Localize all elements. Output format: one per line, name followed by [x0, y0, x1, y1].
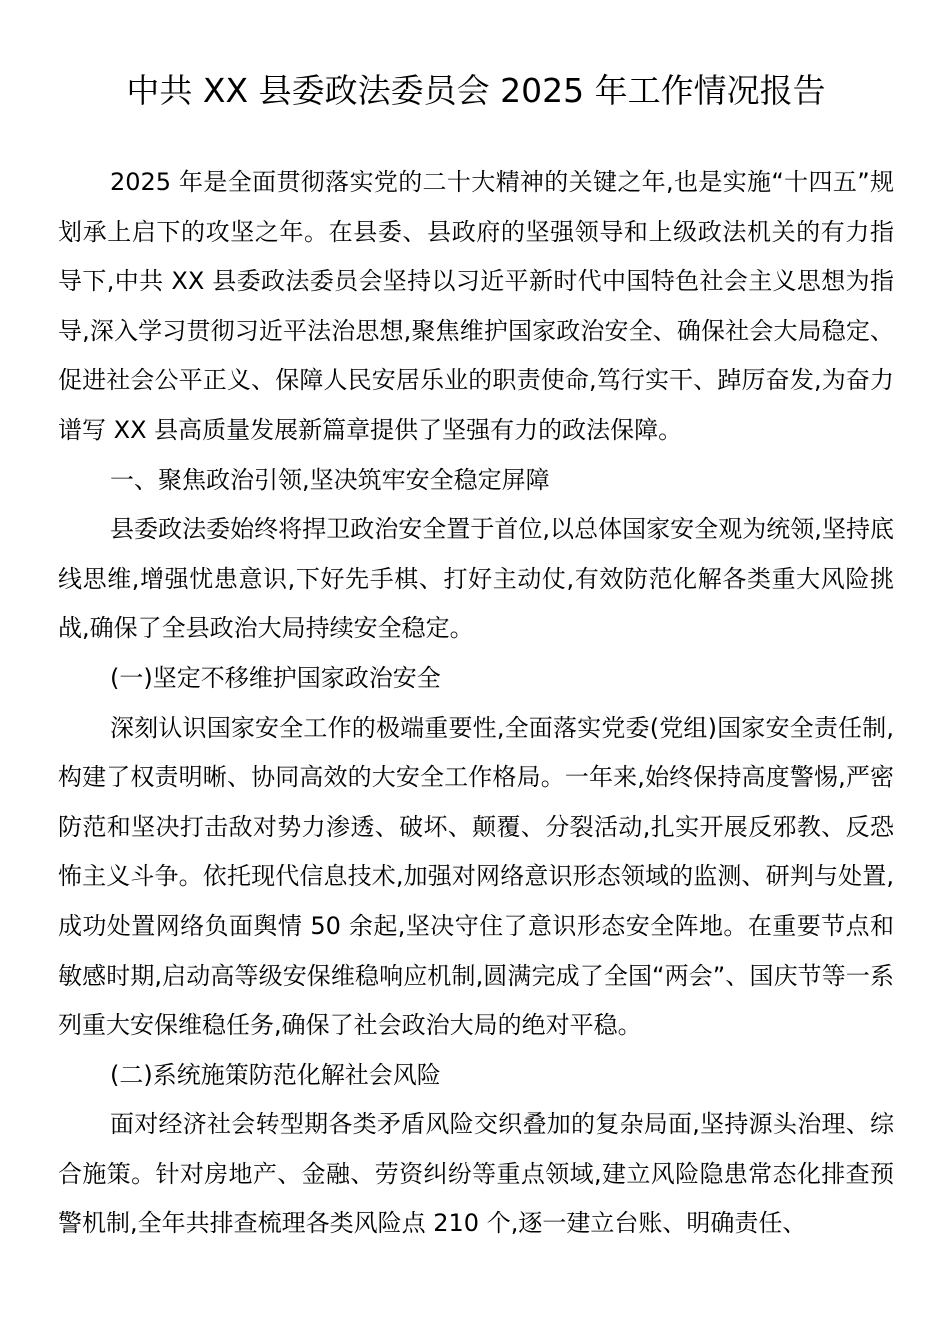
subsection-1-paragraph: 深刻认识国家安全工作的极端重要性,全面落实党委(党组)国家安全责任制,构建了权责明晰、协同高效的大安全工作格局。一年来,始终保持高度警惕,严密防范和坚决打击敌对势力渗透、破坏、颠覆、分裂活动,扎实开展反邪教、反恐怖主义斗争。依托现代信息技术,加强对网络意识形态领域的监测、研判与处置,成功处置网络负面舆情 50 余起,坚决守住了意识形态安全阵地。在重要节点和敏感时期,启动高等级安保维稳响应机制,圆满完成了全国“两会”、国庆节等一系列重大安保维稳任务,确保了社会政治大局的绝对平稳。: [58, 713, 894, 1040]
section-1-paragraph: 县委政法委始终将捍卫政治安全置于首位,以总体国家安全观为统领,坚持底线思维,增强忧患意识,下好先手棋、打好主动仗,有效防范化解各类重大风险挑战,确保了全县政治大局持续安全稳定。: [58, 515, 894, 643]
page-title: 中共 XX 县委政法委员会 2025 年工作情况报告: [126, 71, 826, 110]
subsection-2-paragraph: 面对经济社会转型期各类矛盾风险交织叠加的复杂局面,坚持源头治理、综合施策。针对房地产、金融、劳资纠纷等重点领域,建立风险隐患常态化排查预警机制,全年共排查梳理各类风险点 210 个,逐一建立台账、明确责任、: [58, 1110, 894, 1238]
document-body: [58, 158, 894, 1249]
intro-paragraph: 2025 年是全面贯彻落实党的二十大精神的关键之年,也是实施“十四五”规划承上启下的攻坚之年。在县委、县政府的坚强领导和上级政法机关的有力指导下,中共 XX 县委政法委员会坚持以习近平新时代中国特色社会主义思想为指导,深入学习贯彻习近平法治思想,聚焦维护国家政治安全、确保社会大局稳定、促进社会公平正义、保障人民安居乐业的职责使命,笃行实干、踔厉奋发,为奋力谱写 XX 县高质量发展新篇章提供了坚强有力的政法保障。: [58, 168, 894, 444]
subsection-heading-2: (二)系统施策防范化解社会风险: [110, 1060, 441, 1089]
subsection-heading-1: (一)坚定不移维护国家政治安全: [110, 663, 441, 692]
document-page: [58, 64, 894, 1249]
section-heading-1: 一、聚焦政治引领,坚决筑牢安全稳定屏障: [110, 465, 550, 494]
